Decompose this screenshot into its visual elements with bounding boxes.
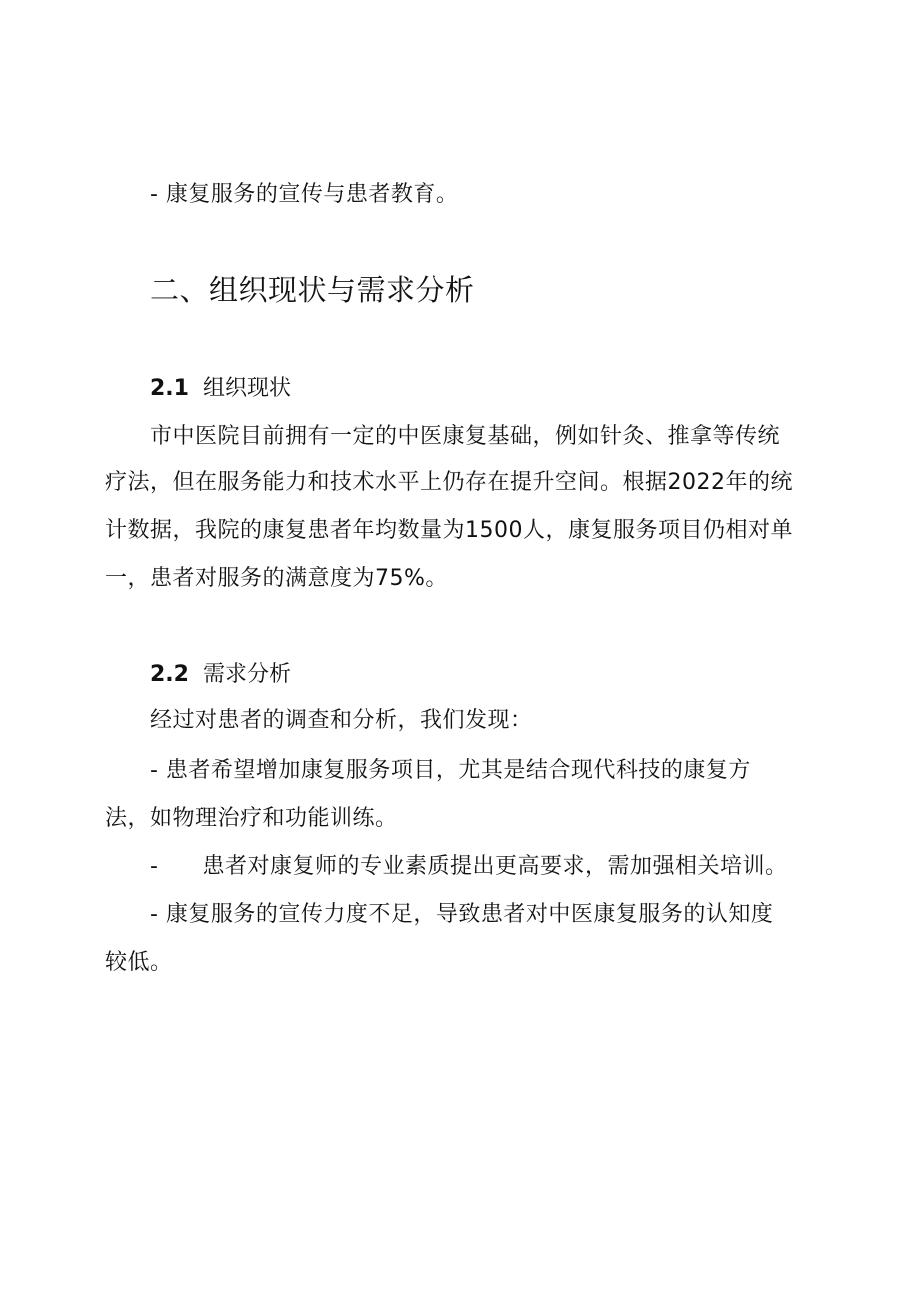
bullet-line: - 患者希望增加康复服务项目，尤其是结合现代科技的康复方 — [150, 758, 751, 783]
subsection-title: 需求分析 — [202, 662, 291, 687]
subsection-heading-2-1 — [150, 374, 291, 404]
intro-bullet: - 康复服务的宣传与患者教育。 — [150, 182, 459, 207]
subsection-number: 2.1 — [150, 376, 189, 401]
section-heading: 二、组织现状与需求分析 — [150, 273, 475, 307]
bullet-line: - 康复服务的宣传力度不足，导致患者对中医康复服务的认知度 — [150, 902, 774, 927]
subsection-title: 组织现状 — [202, 376, 291, 401]
bullet-line — [150, 852, 787, 882]
bullet-line: 较低。 — [105, 950, 173, 975]
bullet-dash: - — [150, 854, 159, 879]
bullet-line: 法，如物理治疗和功能训练。 — [105, 806, 398, 831]
subsection-number: 2.2 — [150, 662, 189, 687]
bullet-text: 患者对康复师的专业素质提出更高要求，需加强相关培训。 — [202, 854, 788, 879]
paragraph-line: 市中医院目前拥有一定的中医康复基础，例如针灸、推拿等传统 — [150, 424, 781, 449]
analysis-lead: 经过对患者的调查和分析，我们发现： — [150, 708, 533, 733]
paragraph-line: 一，患者对服务的满意度为75%。 — [105, 566, 448, 591]
paragraph-line: 疗法，但在服务能力和技术水平上仍存在提升空间。根据2022年的统 — [105, 470, 793, 495]
paragraph-line: 计数据，我院的康复患者年均数量为1500人，康复服务项目仍相对单 — [105, 518, 793, 543]
subsection-heading-2-2 — [150, 660, 291, 690]
